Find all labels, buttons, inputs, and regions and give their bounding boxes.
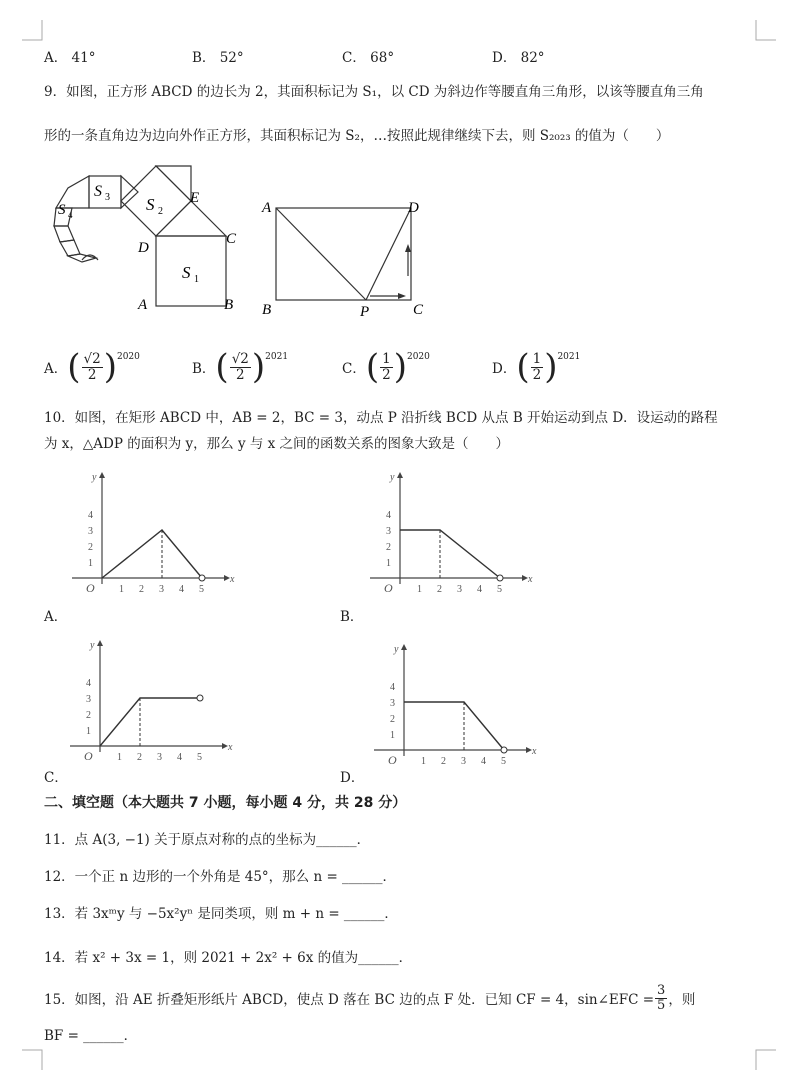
paren-left: ( <box>67 347 81 387</box>
fraction <box>82 352 103 381</box>
y-tick-label: 1 <box>386 558 391 569</box>
x-tick-label: 2 <box>437 584 442 595</box>
rect-label-a: A <box>262 200 272 216</box>
label-s1-sub: 1 <box>194 274 199 285</box>
q10-option-d[interactable]: D． <box>340 770 365 786</box>
numerator: 1 <box>532 351 542 368</box>
y-tick-label: 1 <box>88 558 93 569</box>
paren-left: ( <box>516 347 530 387</box>
y-tick-label: 4 <box>86 678 91 689</box>
q10-text-line1: 10．如图，在矩形 ABCD 中，AB = 2，BC = 3，动点 P 沿折线 BCD 从点 B 开始运动到点 D．设运动的路程 <box>44 410 718 426</box>
y-axis-arrow <box>97 640 103 646</box>
q8-option-d[interactable] <box>492 46 545 66</box>
x-tick-label: 5 <box>501 756 506 767</box>
numerator: 3 <box>657 982 666 998</box>
graph-b <box>366 470 533 600</box>
x-axis-label: x <box>528 574 533 585</box>
q9-text-line1: 9．如图，正方形 ABCD 的边长为 2，其面积标记为 S₁，以 CD 为斜边作等腰直角三角形，以该等腰直角三角 <box>44 84 704 100</box>
q10-text-line2: 为 x，△ADP 的面积为 y，那么 y 与 x 之间的函数关系的图象大致是（ ） <box>44 436 510 452</box>
y-axis-label: y <box>90 640 95 651</box>
q15-text-pre: 15．如图，沿 AE 折叠矩形纸片 ABCD，使点 D 落在 BC 边的点 F 处．已知 CF = 4，sin∠EFC = <box>44 992 655 1008</box>
crop-mark-top-right <box>756 20 776 40</box>
x-tick-label: 4 <box>477 584 482 595</box>
y-axis-arrow <box>401 644 407 650</box>
exponent: 2021 <box>557 352 581 362</box>
open-endpoint <box>197 695 203 701</box>
y-tick-label: 2 <box>390 714 395 725</box>
denominator: 2 <box>235 366 245 383</box>
x-tick-label: 5 <box>197 752 202 763</box>
exponent: 2020 <box>116 352 140 362</box>
x-tick-label: 1 <box>421 756 426 767</box>
y-tick-label: 2 <box>386 542 391 553</box>
x-axis-label: x <box>228 742 233 753</box>
x-tick-label: 1 <box>417 584 422 595</box>
graph-line <box>400 530 500 578</box>
x-tick-label: 2 <box>137 752 142 763</box>
q9-option-b[interactable] <box>192 342 288 392</box>
crop-mark-bottom-left <box>22 1050 42 1070</box>
rect-label-b: B <box>262 302 272 318</box>
x-tick-label: 3 <box>457 584 462 595</box>
q10-option-c[interactable]: C． <box>44 770 68 786</box>
q9-option-c[interactable] <box>342 342 430 392</box>
paren-right: ) <box>103 347 117 387</box>
paren-left: ( <box>365 347 380 387</box>
q10-option-a[interactable]: A． <box>44 609 68 625</box>
x-tick-label: 5 <box>497 584 502 595</box>
exponent: 2021 <box>265 352 289 362</box>
graph-d <box>370 642 537 772</box>
graph-line <box>100 698 200 746</box>
denominator: 5 <box>657 997 666 1013</box>
y-tick-label: 3 <box>386 526 391 537</box>
section-heading: 二、填空题（本大题共 7 小题，每小题 4 分，共 28 分） <box>44 795 407 811</box>
label-e: E <box>190 190 200 206</box>
y-tick-label: 3 <box>390 698 395 709</box>
q11-text: 11．点 A(3, −1) 关于原点对称的点的坐标为______． <box>44 832 371 848</box>
rect-label-p: P <box>360 304 370 320</box>
y-axis-arrow <box>397 472 403 478</box>
y-tick-label: 4 <box>390 682 395 693</box>
x-tick-label: 4 <box>179 584 184 595</box>
open-endpoint <box>501 747 507 753</box>
q13-text: 13．若 3xᵐy 与 −5x²yⁿ 是同类项，则 m + n = ______． <box>44 906 398 922</box>
x-tick-label: 2 <box>139 584 144 595</box>
option-value: 68° <box>370 50 395 66</box>
x-tick-label: 1 <box>119 584 124 595</box>
label-a: A <box>138 297 148 313</box>
option-letter: C． <box>342 50 366 66</box>
y-tick-label: 3 <box>86 694 91 705</box>
q10-figure-rectangle <box>258 196 438 321</box>
y-tick-label: 1 <box>86 726 91 737</box>
y-tick-label: 2 <box>88 542 93 553</box>
fraction <box>655 984 667 1012</box>
x-tick-label: 3 <box>159 584 164 595</box>
origin-label: O <box>86 581 95 595</box>
label-s4-sub: 4 <box>68 210 73 220</box>
q10-option-b[interactable]: B． <box>340 609 364 625</box>
numerator: 1 <box>382 351 391 368</box>
x-tick-label: 5 <box>199 584 204 595</box>
q15-line2: BF = ______． <box>44 1028 138 1044</box>
denominator: 2 <box>532 366 542 383</box>
option-letter: B． <box>192 50 216 66</box>
label-s3-sub: 3 <box>105 192 110 203</box>
y-tick-label: 3 <box>88 526 93 537</box>
origin-label: O <box>384 581 393 595</box>
label-s3: S <box>94 183 102 200</box>
q12-text: 12．一个正 n 边形的一个外角是 45°，那么 n = ______． <box>44 869 397 885</box>
graph-line <box>404 702 504 750</box>
x-tick-label: 2 <box>441 756 446 767</box>
y-axis-label: y <box>390 472 395 483</box>
rect-label-d: D <box>408 200 419 216</box>
q9-option-d[interactable] <box>492 342 580 392</box>
y-tick-label: 4 <box>386 510 391 521</box>
x-axis-label: x <box>532 746 537 757</box>
origin-label: O <box>84 749 93 763</box>
open-endpoint <box>199 575 205 581</box>
graph-c <box>66 638 233 768</box>
option-value: 82° <box>520 50 545 66</box>
option-value: 41° <box>71 50 96 66</box>
q9-option-a[interactable] <box>44 342 140 392</box>
q8-option-b[interactable] <box>192 46 244 66</box>
fraction <box>531 352 544 381</box>
y-axis-label: y <box>394 644 399 655</box>
crop-mark-bottom-right <box>756 1050 776 1070</box>
crop-mark-top-left <box>22 20 42 40</box>
option-letter: D． <box>492 361 517 377</box>
rect-label-c: C <box>413 302 424 318</box>
denominator: 2 <box>382 366 391 383</box>
label-s4: S <box>58 202 66 218</box>
q9-figure-squares <box>48 170 248 315</box>
q9-text-line2: 形的一条直角边为边向外作正方形，其面积标记为 S₂，…按照此规律继续下去，则 S₂₀₂₃ 的值为（ ） <box>44 128 670 144</box>
label-b: B <box>224 297 234 313</box>
x-tick-label: 3 <box>461 756 466 767</box>
q14-text: 14．若 x² + 3x = 1，则 2021 + 2x² + 6x 的值为______． <box>44 950 413 966</box>
q15-text-post: ，则 <box>668 992 696 1008</box>
open-endpoint <box>497 575 503 581</box>
y-axis-arrow <box>99 472 105 478</box>
option-letter: B． <box>192 361 216 377</box>
numerator: √2 <box>231 351 249 368</box>
option-letter: A． <box>44 50 68 66</box>
graph-a <box>68 470 235 600</box>
y-tick-label: 1 <box>390 730 395 741</box>
y-tick-label: 2 <box>86 710 91 721</box>
option-letter: A． <box>44 361 68 377</box>
q8-option-a[interactable] <box>44 46 95 66</box>
exponent: 2020 <box>406 352 430 362</box>
q15-line1 <box>44 980 695 1016</box>
y-axis-label: y <box>92 472 97 483</box>
label-c: C <box>226 231 237 247</box>
label-s1: S <box>182 263 191 282</box>
fraction <box>380 352 393 381</box>
x-tick-label: 4 <box>177 752 182 763</box>
x-tick-label: 4 <box>481 756 486 767</box>
paren-left: ( <box>215 347 229 387</box>
paren-right: ) <box>544 347 558 387</box>
x-tick-label: 1 <box>117 752 122 763</box>
paren-right: ) <box>393 347 407 387</box>
q8-option-c[interactable] <box>342 46 394 66</box>
fraction <box>230 352 251 381</box>
option-letter: C． <box>342 361 366 377</box>
option-value: 52° <box>219 50 244 66</box>
label-s2-sub: 2 <box>158 206 163 217</box>
label-d: D <box>138 240 149 256</box>
option-letter: D． <box>492 50 517 66</box>
paren-right: ) <box>251 347 266 387</box>
label-s2: S <box>146 195 155 214</box>
x-tick-label: 3 <box>157 752 162 763</box>
x-axis-label: x <box>230 574 235 585</box>
y-tick-label: 4 <box>88 510 93 521</box>
origin-label: O <box>388 753 397 767</box>
denominator: 2 <box>87 366 97 383</box>
numerator: √2 <box>83 351 101 368</box>
graph-line <box>102 530 202 578</box>
